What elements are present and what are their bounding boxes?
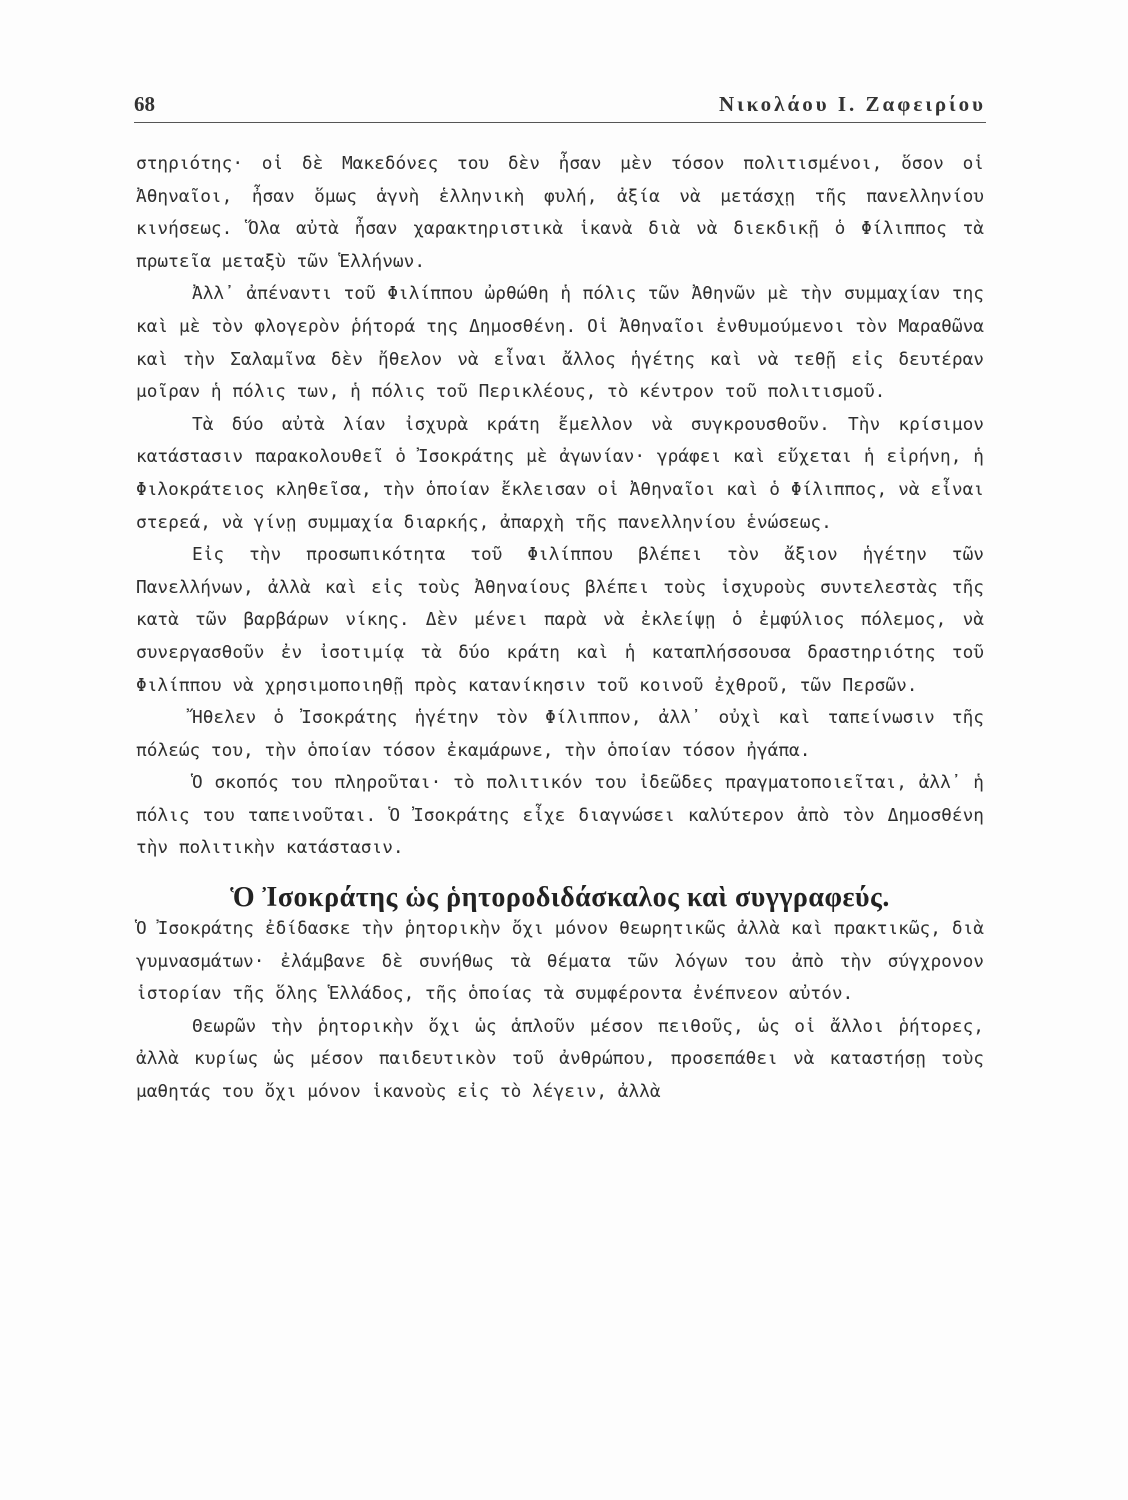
page-number: 68 xyxy=(134,92,155,116)
running-head xyxy=(134,92,986,123)
running-head-author: Νικολάου Ι. Ζαφειρίου xyxy=(718,92,986,116)
paragraph: Εἰς τὴν προσωπικότητα τοῦ Φιλίππου βλέπει τὸν ἄξιον ἡγέτην τῶν Πανελλήνων, ἀλλὰ καὶ εἰς τοὺς Ἀθηναίους βλέπει τοὺς ἰσχυροὺς συντελεστὰς τῆς κατὰ τῶν βαρβάρων νίκης. Δὲν μένει παρὰ νὰ ἐκλείψῃ ὁ ἐμφύλιος πόλεμος, νὰ συνεργασθοῦν ἐν ἰσοτιμίᾳ τὰ δύο κράτη καὶ ἡ καταπλήσσουσα δραστηριότης τοῦ Φιλίππου νὰ χρησιμοποιηθῇ πρὸς κατανίκησιν τοῦ κοινοῦ ἐχθροῦ, τῶν Περσῶν. xyxy=(136,544,984,696)
paragraph: Ἤθελεν ὁ Ἰσοκράτης ἡγέτην τὸν Φίλιππον, ἀλλ᾿ οὐχὶ καὶ ταπείνωσιν τῆς πόλεώς του, τὴν ὁποίαν τόσον ἐκαμάρωνε, τὴν ὁποίαν τόσον ἠγάπα. xyxy=(136,707,984,761)
section-paragraph: Ὁ Ἰσοκράτης ἐδίδασκε τὴν ῥητορικὴν ὄχι μόνον θεωρητικῶς ἀλλὰ καὶ πρακτικῶς, διὰ γυμνασμάτων· ἐλάμβανε δὲ συνήθως τὰ θέματα τῶν λόγων του ἀπὸ τὴν σύγχρονον ἱστορίαν τῆς ὅλης Ἑλλάδος, τῆς ὁποίας τὰ συμφέροντα ἐνέπνεον αὐτόν. xyxy=(136,918,984,1005)
body-text xyxy=(136,148,984,1109)
paragraph: Ἀλλ᾿ ἀπέναντι τοῦ Φιλίππου ὠρθώθη ἡ πόλις τῶν Ἀθηνῶν μὲ τὴν συμμαχίαν της καὶ μὲ τὸν φλογερὸν ῥήτορά της Δημοσθένη. Οἱ Ἀθηναῖοι ἐνθυμούμενοι τὸν Μαραθῶνα καὶ τὴν Σαλαμῖνα δὲν ἤθελον νὰ εἶναι ἄλλος ἡγέτης καὶ νὰ τεθῇ εἰς δευτέραν μοῖραν ἡ πόλις των, ἡ πόλις τοῦ Περικλέους, τὸ κέντρον τοῦ πολιτισμοῦ. xyxy=(136,283,984,403)
paragraph: Ὁ σκοπός του πληροῦται· τὸ πολιτικόν του ἰδεῶδες πραγματοποιεῖται, ἀλλ᾿ ἡ πόλις του ταπεινοῦται. Ὁ Ἰσοκράτης εἶχε διαγνώσει καλύτερον ἀπὸ τὸν Δημοσθένη τὴν πολιτικὴν κατάστασιν. xyxy=(136,772,984,859)
paragraph: Τὰ δύο αὐτὰ λίαν ἰσχυρὰ κράτη ἔμελλον νὰ συγκρουσθοῦν. Τὴν κρίσιμον κατάστασιν παρακολουθεῖ ὁ Ἰσοκράτης μὲ ἀγωνίαν· γράφει καὶ εὔχεται ἡ εἰρήνη, ἡ Φιλοκράτειος κληθεῖσα, τὴν ὁποίαν ἔκλεισαν οἱ Ἀθηναῖοι καὶ ὁ Φίλιππος, νὰ εἶναι στερεά, νὰ γίνῃ συμμαχία διαρκής, ἀπαρχὴ τῆς πανελληνίου ἑνώσεως. xyxy=(136,413,984,533)
section-paragraph: Θεωρῶν τὴν ῥητορικὴν ὄχι ὡς ἁπλοῦν μέσον πειθοῦς, ὡς οἱ ἄλλοι ῥήτορες, ἀλλὰ κυρίως ὡς μέσον παιδευτικὸν τοῦ ἀνθρώπου, προσεπάθει νὰ καταστήσῃ τοὺς μαθητάς του ὄχι μόνον ἱκανοὺς εἰς τὸ λέγειν, ἀλλὰ xyxy=(136,1015,984,1103)
paragraph-continued: στηριότης· οἱ δὲ Μακεδόνες του δὲν ἦσαν μὲν τόσον πολιτισμένοι, ὅσον οἱ Ἀθηναῖοι, ἦσαν ὅμως ἁγνὴ ἑλληνικὴ φυλή, ἀξία νὰ μετάσχῃ τῆς πανελληνίου κινήσεως. Ὅλα αὐτὰ ἦσαν χαρακτηριστικὰ ἱκανὰ διὰ νὰ διεκδικῇ ὁ Φίλιππος τὰ πρωτεῖα μεταξὺ τῶν Ἑλλήνων. xyxy=(136,153,984,272)
section-heading: Ὁ Ἰσοκράτης ὡς ῥητοροδιδάσκαλος καὶ συγγραφεύς. xyxy=(230,882,890,914)
